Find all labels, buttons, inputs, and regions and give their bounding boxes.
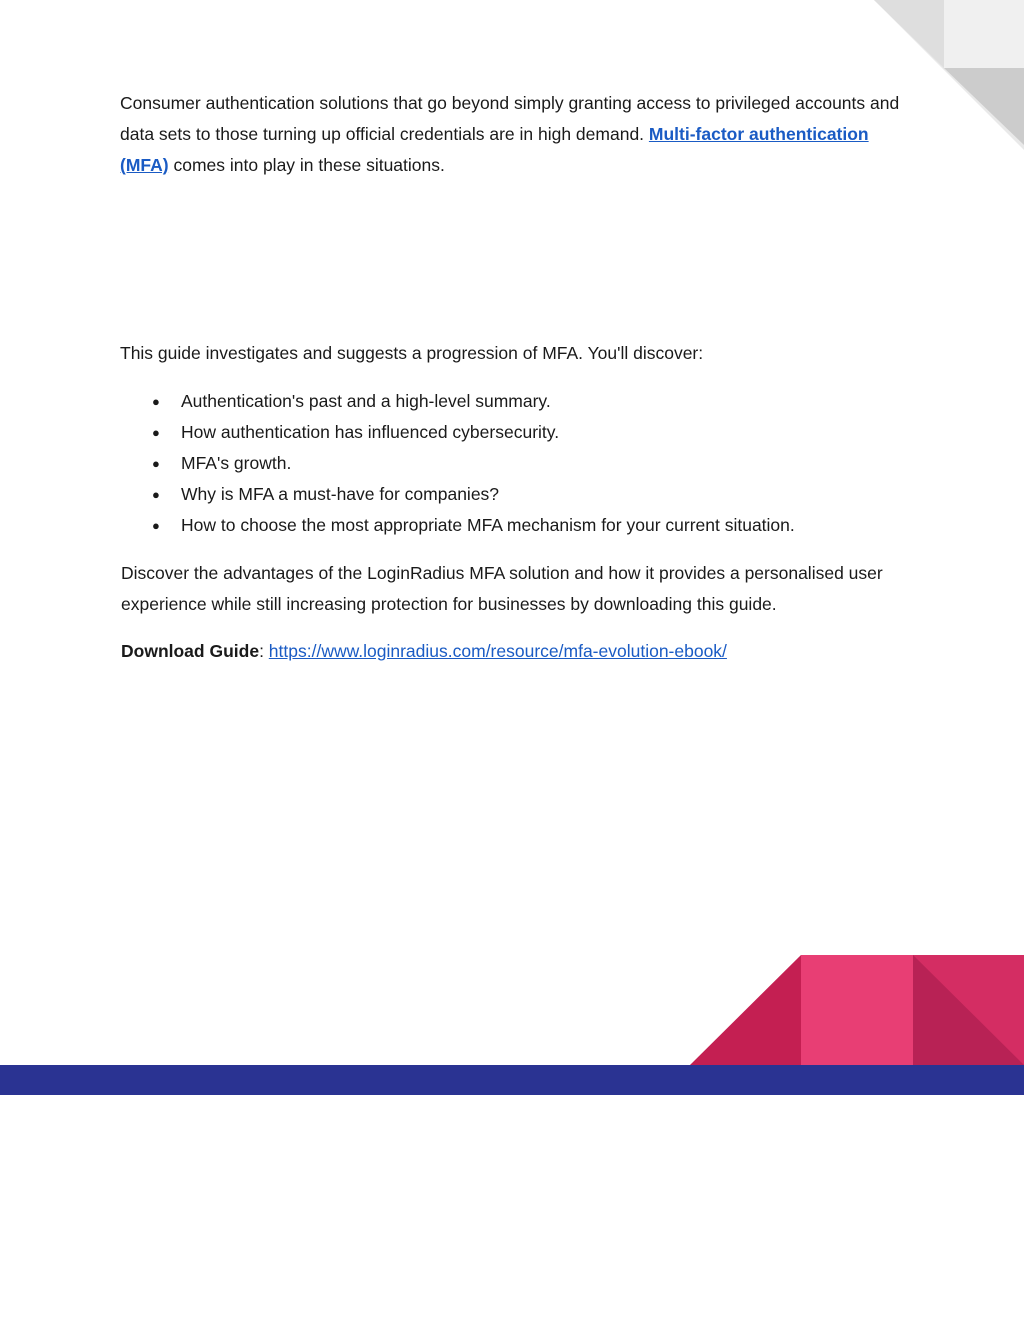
download-separator: :: [259, 641, 269, 661]
intro-paragraph: [120, 88, 900, 181]
list-item: [120, 510, 900, 541]
list-item: [120, 417, 900, 448]
list-item: [120, 448, 900, 479]
footer-band: [0, 1065, 1024, 1095]
document-body: [120, 88, 900, 661]
intro-text-end: comes into play in these situations.: [168, 155, 445, 175]
bullet-icon: ●: [152, 425, 160, 440]
bullet-icon: ●: [152, 394, 160, 409]
download-line: [121, 636, 901, 667]
footer-decoration: [0, 954, 1024, 1095]
guide-intro-paragraph: This guide investigates and suggests a progression of MFA. You'll discover:: [120, 343, 704, 363]
list-item-text: How authentication has influenced cybersecurity.: [181, 422, 560, 442]
list-item: [120, 479, 900, 510]
download-guide-link[interactable]: https://www.loginradius.com/resource/mfa-evolution-ebook/: [268, 641, 727, 661]
list-item-text: How to choose the most appropriate MFA mechanism for your current situation.: [181, 515, 795, 535]
intro-text: Consumer authentication solutions that go beyond simply granting access to privileged accounts and data sets to those turning up official credentials are in high demand.: [120, 93, 900, 144]
download-label: Download Guide: [121, 641, 260, 661]
mfa-link[interactable]: Multi-factor authentication (MFA): [120, 124, 869, 175]
advantages-paragraph: Discover the advantages of the LoginRadius MFA solution and how it provides a personalised user experience while still increasing protection for businesses by downloading this guide.: [121, 563, 883, 614]
list-item-text: Authentication's past and a high-level summary.: [181, 391, 551, 411]
discover-list: [120, 386, 900, 541]
bullet-icon: ●: [152, 487, 160, 502]
bullet-icon: ●: [152, 518, 160, 533]
list-item: [120, 386, 900, 417]
list-item-text: Why is MFA a must-have for companies?: [181, 484, 500, 504]
list-item-text: MFA's growth.: [181, 453, 292, 473]
bullet-icon: ●: [152, 456, 160, 471]
